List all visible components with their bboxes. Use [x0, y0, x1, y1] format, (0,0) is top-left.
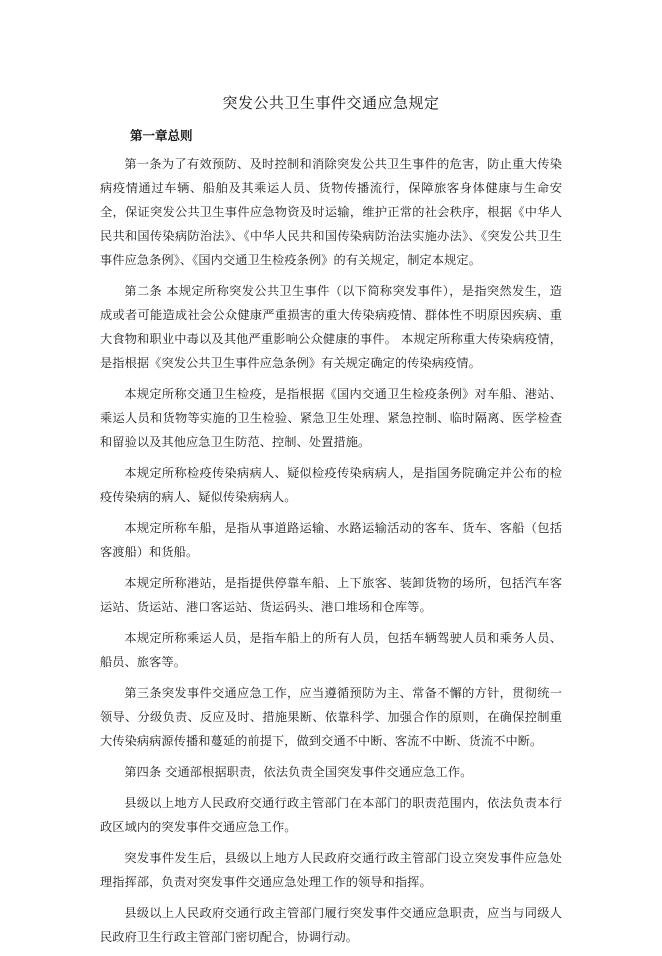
document-title: 突发公共卫生事件交通应急规定 [222, 94, 440, 112]
paragraph-definition-passengers: 本规定所称乘运人员，是指车船上的所有人员，包括车辆驾驶人员和乘务人员、船员、旅客等。 [100, 631, 562, 669]
paragraph-coordination: 县级以上人民政府交通行政主管部门履行突发事件交通应急职责，应当与同级人民政府卫生行政主管部门密切配合，协调行动。 [100, 906, 562, 944]
paragraph-definition-stations: 本规定所称港站，是指提供停靠车船、上下旅客、装卸货物的场所，包括汽车客运站、货运站、港口客运站、货运码头、港口堆场和仓库等。 [100, 576, 562, 614]
paragraph-local-responsibility: 县级以上地方人民政府交通行政主管部门在本部门的职责范围内，依法负责本行政区域内的突发事件交通应急工作。 [100, 796, 562, 834]
document-body [100, 152, 562, 956]
paragraph-article-2: 第二条 本规定所称突发公共卫生事件（以下简称突发事件），是指突然发生，造成或者可能造成社会公众健康严重损害的重大传染病疫情、群体性不明原因疾病、重大食物和职业中毒以及其他严重影响公众健康的事件。 本规定所称重大传染病疫情，是指根据《突发公共卫生事件应急条例》有关规定确定的传染病疫情。 [100, 284, 562, 370]
paragraph-definition-quarantine: 本规定所称交通卫生检疫，是指根据《国内交通卫生检疫条例》对车船、港站、乘运人员和货物等实施的卫生检验、紧急卫生处理、紧急控制、临时隔离、医学检查和留验以及其他应急卫生防范、控制、处置措施。 [100, 387, 562, 449]
paragraph-definition-vehicles: 本规定所称车船，是指从事道路运输、水路运输活动的客车、货车、客船（包括客渡船）和货船。 [100, 521, 562, 559]
paragraph-command-center: 突发事件发生后，县级以上地方人民政府交通行政主管部门设立突发事件应急处理指挥部，负责对突发事件交通应急处理工作的领导和指挥。 [100, 851, 562, 889]
paragraph-article-4: 第四条 交通部根据职责，依法负责全国突发事件交通应急工作。 [124, 765, 473, 779]
paragraph-article-3: 第三条突发事件交通应急工作，应当遵循预防为主、常备不懈的方针，贯彻统一领导、分级负责、反应及时、措施果断、依靠科学、加强合作的原则，在确保控制重大传染病病源传播和蔓延的前提下，做到交通不中断、客流不中断、货流不中断。 [100, 686, 562, 748]
paragraph-definition-patients: 本规定所称检疫传染病病人、疑似检疫传染病病人，是指国务院确定并公布的检疫传染病的病人、疑似传染病病人。 [100, 466, 562, 504]
chapter-heading: 第一章总则 [130, 128, 193, 143]
paragraph-article-1: 第一条为了有效预防、及时控制和消除突发公共卫生事件的危害，防止重大传染病疫情通过车辆、船舶及其乘运人员、货物传播流行，保障旅客身体健康与生命安全，保证突发公共卫生事件应急物资及时运输，维护正常的社会秩序，根据《中华人民共和国传染病防治法》、《中华人民共和国传染病防治法实施办法》、《突发公共卫生事件应急条例》、《国内交通卫生检疫条例》的有关规定，制定本规定。 [100, 157, 562, 267]
